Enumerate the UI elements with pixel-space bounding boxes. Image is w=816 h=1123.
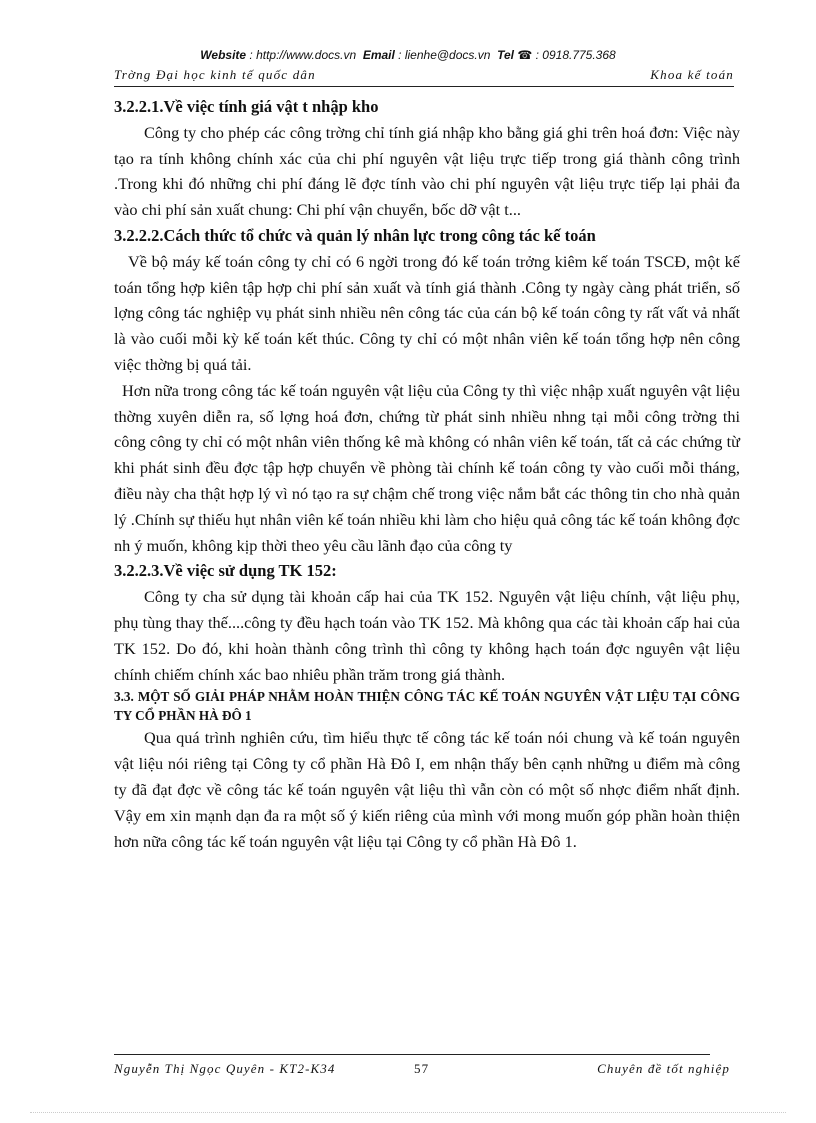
page-header xyxy=(114,66,734,87)
footer-divider xyxy=(114,1054,710,1055)
email-label: Email xyxy=(362,48,395,62)
header-university: Trờng Đại học kinh tế quốc dân xyxy=(114,67,316,82)
body-paragraph: Hơn nữa trong công tác kế toán nguyên vật liệu của Công ty thì việc nhập xuất nguyên vật liệu thờng xuyên diễn ra, số lợng hoá đơn, chứng từ phát sinh nhiều nhng tại mỗi công trờng thi công công ty chỉ có một nhân viên thống kê mà không có nhân viên kế toán, tất cả các chứng từ khi phát sinh đều đợc tập hợp chuyển về phòng tài chính kế toán công ty vào cuối mỗi tháng, điều này cha thật hợp lý vì nó tạo ra sự chậm chế trong việc nắm bắt các thông tin cho nhà quản lý .Chính sự thiếu hụt nhân viên kế toán nhiều khi làm cho hiệu quả công tác kế toán không đợc nh ý muốn, không kịp thời theo yêu cầu lãnh đạo của công ty xyxy=(114,380,740,555)
body-paragraph: Qua quá trình nghiên cứu, tìm hiểu thực tế công tác kế toán nói chung và kế toán nguyên vật liệu nói riêng tại Công ty cổ phần Hà Đô I, em nhận thấy bên cạnh những u điểm mà công ty đã đạt đợc về công tác kế toán nguyên vật liệu thì vẫn còn có một số nhợc điểm nhất định. Vậy em xin mạnh dạn đa ra một số ý kiến riêng của mình với mong muốn góp phần hoàn thiện hơn nữa công tác kế toán nguyên vật liệu tại Công ty cổ phần Hà Đô 1. xyxy=(114,728,740,851)
body-paragraph: Về bộ máy kế toán công ty chỉ có 6 ngời trong đó kế toán trởng kiêm kế toán TSCĐ, một kế toán tổng hợp kiên tập hợp chi phí sản xuất và tính giá thành .Công ty ngày càng phát triển, số lợng công tác nghiệp vụ phát sinh nhiều nên công tác của cán bộ kế toán công ty rất vất vả nhất là vào cuối mỗi kỳ kế toán kết thúc. Công ty chỉ có một nhân viên kế toán tổng hợp nên công việc thờng bị quá tải. xyxy=(114,251,740,374)
website-bar xyxy=(0,48,816,62)
footer-thesis-type: Chuyên đề tốt nghiệp xyxy=(597,1061,730,1076)
phone-icon: ☎ xyxy=(517,48,533,62)
page-number: 57 xyxy=(414,1061,430,1076)
header-faculty: Khoa kế toán xyxy=(650,67,734,82)
section-heading: 3.2.2.2.Cách thức tổ chức và quản lý nhân lực trong công tác kế toán xyxy=(114,225,596,245)
footer-author: Nguyễn Thị Ngọc Quyên - KT2-K34 xyxy=(114,1061,336,1076)
email-address: : lienhe@docs.vn xyxy=(398,48,491,62)
document-body xyxy=(114,94,740,854)
section-heading: 3.2.2.1.Về việc tính giá vật t nhập kho xyxy=(114,97,379,116)
chapter-heading: 3.3. MỘT SỐ GIẢI PHÁP NHẰM HOÀN THIỆN CÔNG TÁC KẾ TOÁN NGUYÊN VẬT LIỆU TẠI CÔNG TY CỔ PHẦN HÀ ĐÔ 1 xyxy=(114,689,740,724)
tel-number: : 0918.775.368 xyxy=(535,48,616,62)
body-paragraph: Công ty cha sử dụng tài khoản cấp hai của TK 152. Nguyên vật liệu chính, vật liệu phụ, phụ tùng thay thế....công ty đều hạch toán vào TK 152. Mà không qua các tài khoản cấp hai của TK 152. Do đó, khi hoàn thành công trình thì công ty không hạch toán đợc nguyên vật liệu chính chiếm chính xác bao nhiêu phần trăm trong giá thành. xyxy=(114,587,740,684)
body-paragraph: Công ty cho phép các công trờng chỉ tính giá nhập kho bằng giá ghi trên hoá đơn: Việc này tạo ra tính không chính xác của chi phí nguyên vật liệu trực tiếp trong giá thành công trình .Trong khi đó những chi phí đáng lẽ đợc tính vào chi phí nguyên vật liệu trực tiếp lại phải đa vào chi phí sản xuất chung: Chi phí vận chuyển, bốc dỡ vật t... xyxy=(114,122,740,220)
website-url: : http://www.docs.vn xyxy=(249,48,357,62)
page-edge-divider xyxy=(30,1112,786,1113)
section-heading: 3.2.2.3.Về việc sử dụng TK 152: xyxy=(114,561,337,581)
tel-label: Tel xyxy=(497,48,514,62)
website-label: Website xyxy=(200,48,247,62)
